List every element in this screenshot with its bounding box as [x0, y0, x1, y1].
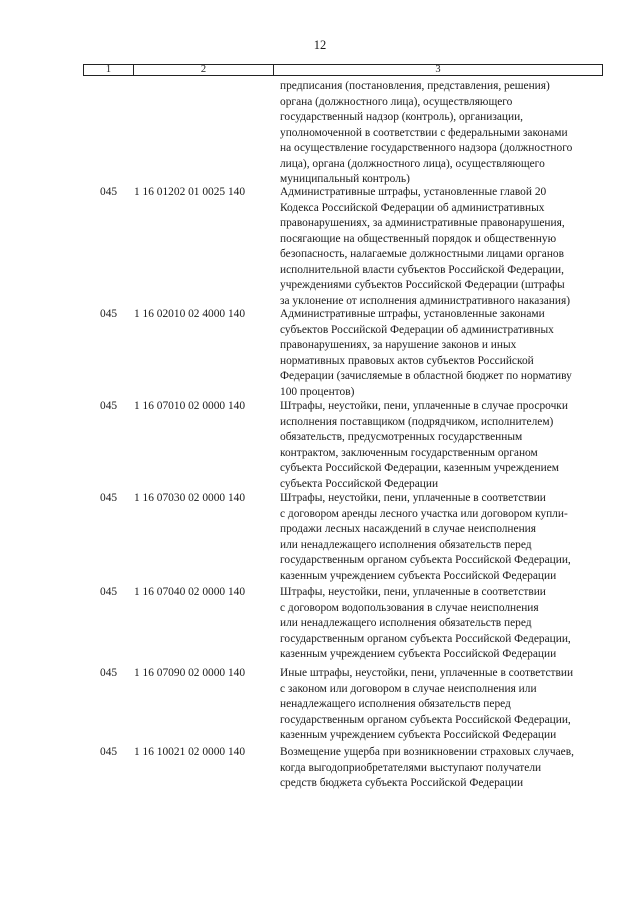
budget-classification-code: 1 16 10021 02 0000 140: [134, 746, 246, 758]
budget-classification-code: 1 16 07040 02 0000 140: [134, 586, 246, 598]
continued-description: предписания (постановления, представления, решения) органа (должностного лица), осуществляющего государственный надзор (контроль), организации, уполномоченной в соответствии с федеральными законами на осуществление государственного надзора (должностного лица), органа (должностного лица), осуществляющего муниципальный контроль): [280, 80, 573, 185]
budget-classification-code: 1 16 07030 02 0000 140: [134, 492, 246, 504]
header-col-2: 2: [134, 65, 274, 75]
page-number: 12: [313, 38, 327, 52]
budget-classification-code: 1 16 07090 02 0000 140: [134, 667, 246, 679]
admin-code: 045: [100, 586, 118, 598]
income-description: Административные штрафы, установленные главой 20 Кодекса Российской Федерации об административных правонарушениях, за административные правонарушения, посягающие на общественный порядок и общественную безопасность, налагаемые должностными лицами органов исполнительной власти субъектов Российской Федерации, учреждениями субъектов Российской Федерации (штрафы за уклонение от исполнения административного наказания): [280, 186, 571, 307]
budget-classification-code: 1 16 02010 02 4000 140: [134, 308, 246, 320]
admin-code: 045: [100, 400, 118, 412]
income-description: Иные штрафы, неустойки, пени, уплаченные в соответствии с законом или договором в случае неисполнения или ненадлежащего исполнения обязательств перед государственным органом субъекта Российской Федерации, казенным учреждением субъекта Российской Федерации: [280, 667, 574, 741]
income-description: Штрафы, неустойки, пени, уплаченные в соответствии с договором водопользования в случае неисполнения или ненадлежащего исполнения обязательств перед государственным органом субъекта Российской Федерации, казенным учреждением субъекта Российской Федерации: [280, 586, 571, 660]
income-description: Штрафы, неустойки, пени, уплаченные в случае просрочки исполнения поставщиком (подрядчиком, исполнителем) обязательств, предусмотренных государственным контрактом, заключенным государственным органом субъекта Российской Федерации, казенным учреждением субъекта Российской Федерации: [280, 400, 568, 490]
budget-classification-code: 1 16 01202 01 0025 140: [134, 186, 246, 198]
admin-code: 045: [100, 186, 118, 198]
income-description: Административные штрафы, установленные законами субъектов Российской Федерации об административных правонарушениях, за нарушение законов и иных нормативных правовых актов субъектов Российской Федерации (зачисляемые в областной бюджет по нормативу 100 процентов): [280, 308, 572, 398]
admin-code: 045: [100, 667, 118, 679]
admin-code: 045: [100, 492, 118, 504]
admin-code: 045: [100, 746, 118, 758]
budget-classification-code: 1 16 07010 02 0000 140: [134, 400, 246, 412]
header-col-3: 3: [435, 64, 441, 75]
table-header-row: [83, 64, 603, 76]
income-description: Возмещение ущерба при возникновении страховых случаев, когда выгодоприобретателями выступают получатели средств бюджета субъекта Российской Федерации: [280, 746, 574, 789]
income-description: Штрафы, неустойки, пени, уплаченные в соответствии с договором аренды лесного участка или договором купли- продажи лесных насаждений в случае неисполнения или ненадлежащего исполнения обязательств перед государственным органом субъекта Российской Федерации, казенным учреждением субъекта Российской Федерации: [280, 492, 571, 582]
header-col-1: 1: [84, 65, 134, 75]
admin-code: 045: [100, 308, 118, 320]
